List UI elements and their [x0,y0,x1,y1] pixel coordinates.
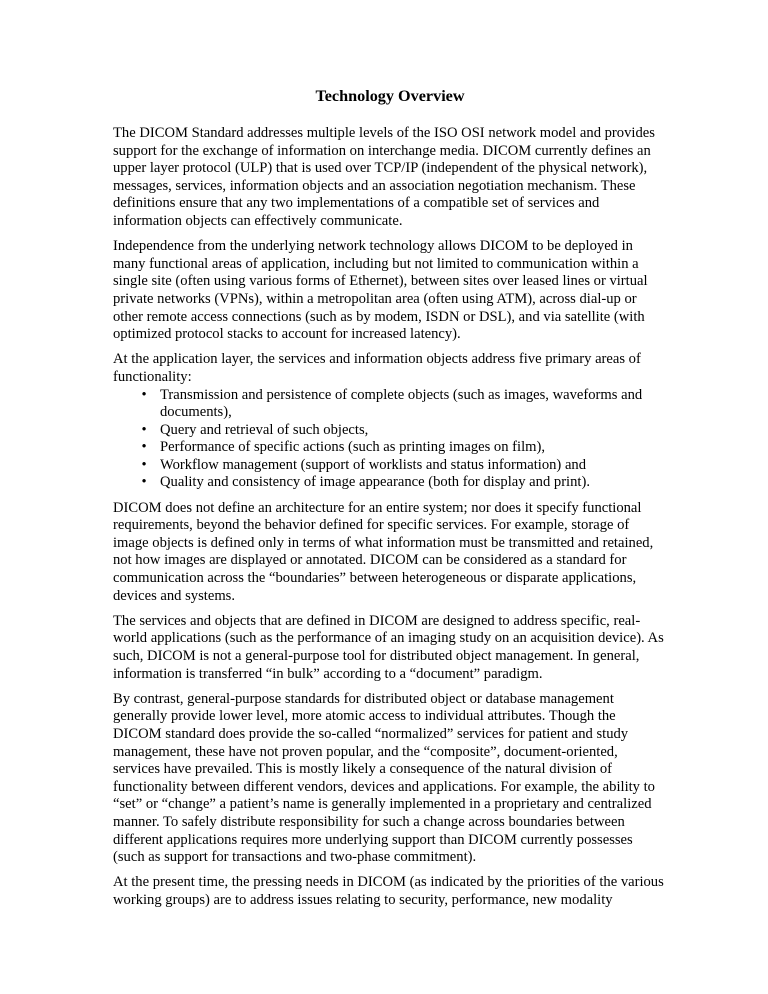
paragraph-present-needs: At the present time, the pressing needs in DICOM (as indicated by the priorities of the various working groups) are to address issues relating to security, performance, new modality [113,874,664,908]
paragraph-general-purpose: By contrast, general-purpose standards for distributed object or database management generally provide lower level, more atomic access to individual attributes. Though the DICOM standard does provide the so-called “normalized” services for patient and study management, these have not proven popular, and the “composite”, document-oriented, services have prevailed. This is mostly likely a consequence of the natural division of functionality between different vendors, devices and applications. For example, the ability to “set” or “change” a patient’s name is generally implemented in a proprietary and centralized manner. To safely distribute responsibility for such a change across boundaries between different applications requires more underlying support than DICOM currently possesses (such as support for transactions and two-phase commitment). [113,690,655,866]
paragraph-architecture: DICOM does not define an architecture for an entire system; nor does it specify functional requirements, beyond the behavior defined for specific services. For example, storage of image objects is defined only in terms of what information must be transmitted and retained, not how images are displayed or annotated. DICOM can be considered as a standard for communication across the “boundaries” between heterogeneous or disparate applications, devices and systems. [113,499,654,604]
list-item-text: Workflow management (support of worklists and status information) and [160,456,587,473]
paragraph-application-layer: At the application layer, the services and information objects address five primary areas of functionality: [113,351,641,385]
list-item-text: Query and retrieval of such objects, [160,421,369,438]
page-title: Technology Overview [315,87,465,105]
bullet-icon: • [141,474,147,491]
list-item-text: Performance of specific actions (such as printing images on film), [160,439,545,456]
bullet-icon: • [141,439,147,456]
document-body [113,84,667,917]
list-item [137,474,667,492]
list-item [137,387,667,422]
paragraph-intro: The DICOM Standard addresses multiple levels of the ISO OSI network model and provides support for the exchange of information on interchange media. DICOM currently defines an upper layer protocol (ULP) that is used over TCP/IP (independent of the physical network), messages, services, information objects and an association negotiation mechanism. These definitions ensure that any two implementations of a compatible set of services and information objects can effectively communicate. [113,125,655,229]
list-item-text: Quality and consistency of image appearance (both for display and print). [160,474,590,491]
bullet-icon: • [141,456,147,473]
bullet-icon: • [141,421,147,438]
list-item-text: Transmission and persistence of complete objects (such as images, waveforms and documents), [160,386,643,421]
list-item [137,439,667,457]
list-item [137,422,667,440]
bullet-icon: • [141,386,147,403]
functionality-list [113,387,667,493]
list-item [137,457,667,475]
paragraph-network-independence: Independence from the underlying network technology allows DICOM to be deployed in many functional areas of application, including but not limited to communication within a single site (often using various forms of Ethernet), between sites over leased lines or virtual private networks (VPNs), within a metropolitan area (often using ATM), across dial-up or other remote access connections (such as by modem, ISDN or DSL), and via satellite (with optimized protocol stacks to account for increased latency). [113,238,648,343]
paragraph-services-objects: The services and objects that are defined in DICOM are designed to address specific, real-world applications (such as the performance of an imaging study on an acquisition device). As such, DICOM is not a general-purpose tool for distributed object management. In general, information is transferred “in bulk” according to a “document” paradigm. [113,612,664,682]
